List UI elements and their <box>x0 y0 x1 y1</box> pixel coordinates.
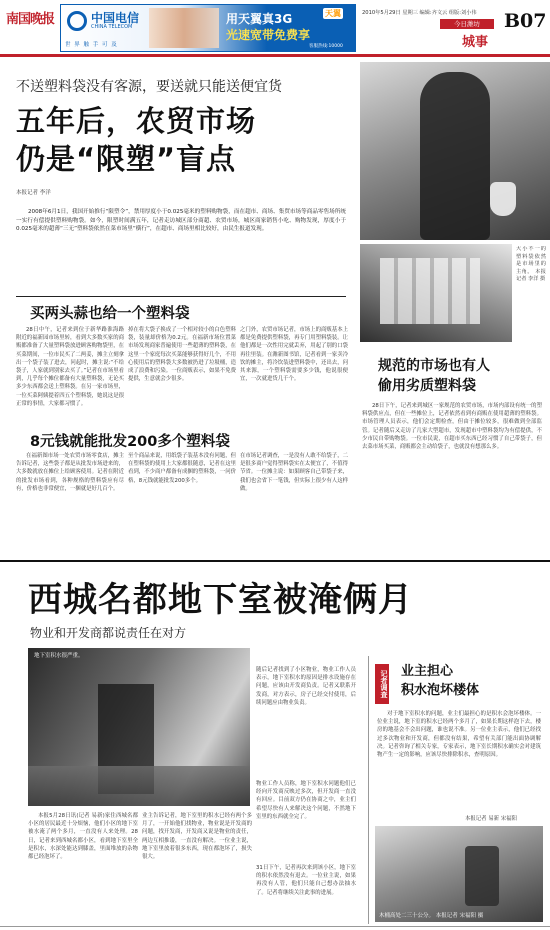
story2-col5: 31日下午，记者再次来到该小区，地下室的积水依然没有退去。一位业主说，如果再没有人管，他们只能自己想办法抽水了。记者将继续关注此事的进展。 <box>256 865 356 896</box>
market-photo-caption: 大小不一的塑料袋依然是市场里的主角。 本报记者 李洋 摄 <box>516 246 546 283</box>
story2-headline: 西城名都地下室被淹俩月 <box>28 580 413 620</box>
ad-slogan: 世 界 触 手 可 及 <box>65 42 118 48</box>
section2-title: 8元钱就能批发200多个塑料袋 <box>30 434 230 450</box>
divider-1 <box>16 296 346 297</box>
section2-col3: 在市场记者调查，一是没有人敢不给袋子，二是很多商户觉得塑料袋实在太便宜了，不值得节省。一位摊主说：如果顾客自己带袋子来，我们也会省下一笔钱，但实际上很少有人这样做。 <box>240 453 348 492</box>
ad-badge: 天翼 <box>325 9 341 18</box>
section1-title: 买两头蒜也给一个塑料袋 <box>30 306 190 322</box>
story1-headline-line1: 五年后，农贸市场 <box>16 104 257 138</box>
story2-col4: 物业工作人员称，地下室积水问题他们已经向开发商反映过多次，但开发商一直没有回应。目前双方仍在协商之中，业主们希望尽快有人来解决这个问题，不然地下室里的东西就全完了。 <box>256 781 356 820</box>
ad-headline: 用天翼真3G <box>226 12 293 26</box>
sidebar-title-line2: 积水泡坏楼体 <box>401 683 480 698</box>
story1-byline: 本报记者 李洋 <box>16 190 51 196</box>
telecom-ad[interactable] <box>60 4 356 52</box>
section1-col3: 之门外，农贸市场记者，市场上的商贩基本上都是免费提供塑料袋，再专门用塑料袋装。让他们都是一次性用完就丢弃，用起了别的口袋再往里装。在潍新图书馆，记者看到一家卖冷饮的摊主，将冷饮装进塑料袋中，还出去，问其来源，一个塑料袋需要多少钱，他说很便宜，一次就进货几千个。 <box>240 327 348 383</box>
page-number: B07 <box>504 10 547 32</box>
story1-kicker: 不送塑料袋没有客源，要送就只能送便宜货 <box>16 79 282 95</box>
sidebar-credit: 本报记者 易新 宋福阳 <box>465 816 517 822</box>
sidebar-title <box>401 662 479 700</box>
story-divider <box>0 560 550 562</box>
ad-phone: 客服热线:10000 <box>309 44 343 49</box>
person-silhouette <box>420 72 490 240</box>
sidebar-photo-caption: 木桶高处二三十公分。 本报记者 宋福阳 摄 <box>379 913 484 919</box>
plastic-bag-shape <box>490 182 516 216</box>
telecom-logo-icon <box>67 11 87 31</box>
sidebar-tag: 记者调查 <box>375 664 389 704</box>
section-name: 城事 <box>462 35 489 50</box>
section3-text: 28日下午，记者来到城区一家规范的农贸市场，市场内部设有统一的塑料袋供应点，但在一些摊位上，记者依然看到有商贩在使用超薄的塑料袋。市场管理人员表示，他们会定期检查，但由于摊位较多，很难做到全部监管。记者随后又走访了几家大型超市，发现超市中塑料袋均为有偿提供，不少市民自带购物袋。一位市民说，在超市买东西已经习惯了自己带袋子，但去菜市场买菜，商贩都会主动给袋子，也就没有想那么多。 <box>362 403 542 451</box>
story2-subhead: 物业和开发商都说责任在对方 <box>30 626 187 640</box>
sidebar-photo <box>375 826 543 922</box>
ad-brand-en: CHINA TELECOM <box>91 24 133 30</box>
sidebar-title-line1: 业主担心 <box>401 664 454 679</box>
barrel-shape <box>465 846 499 906</box>
sidebar <box>368 656 547 924</box>
section-tag: 今日潍坊 <box>440 19 494 29</box>
section2-col1: 在福新图市场一处农贸市场零食店，摊主告诉记者，这些袋子都是从批发市场进来的，大多数就放在摊位上给顾客使用。记者在附近的批发市场看到，各种规格的塑料袋应有尽有，价格也非常便宜，一捆就是好几百个。 <box>16 453 124 492</box>
story1-main-photo <box>360 62 550 240</box>
section3-title <box>378 356 490 396</box>
masthead-rule <box>0 54 550 57</box>
market-bags-photo <box>360 244 512 342</box>
story1-headline-line2: 仍是“限塑”盲点 <box>16 142 237 176</box>
section3-title-line1: 规范的市场也有人 <box>378 358 490 374</box>
section2-col2: 至个商品来说，用纸袋子装基本没有问题，但在塑料袋的使用上大家都很随意，记者在这里看到，不少商户都备有成捆的塑料袋，一问价格，8元钱就能批发200多个。 <box>128 453 236 484</box>
section1-col2: 掉在将大袋子换成了一个相对较小的白色塑料袋，装量却价格为0.2元。在福新市场位置菜市场发现商家普遍使用一些超薄的塑料袋，在这里一个家庭每次买菜能够获得好几个，不用心使用后的塑料袋大多数被扔进了垃圾桶，造成了浪费和污染。一位商贩表示，如果不免费提供，生意就会少很多。 <box>128 327 236 383</box>
story2-col1: 本报5月28日讯(记者 易新)家住西城名都小区的居民最近十分烦恼，他们小区的地下室被水淹了两个多月，一直没有人来处理。28日，记者来到西城名都小区，看到地下室里全是积水，水深处能达到膝盖，里面堆放的杂物都已经泡坏了。 <box>28 813 138 861</box>
sidebar-text: 对于地下室积水的问题，业主们最担心的是积水会泡坏楼体。一位业主说，地下室的积水已经两个多月了，如果长期这样泡下去，楼房的地基会不会出问题，谁也说不准。另一位业主表示，他们已经找过多次物业和开发商，但都没有结果，希望有关部门能出面协调解决。记者咨询了相关专家，专家表示，地下室长期积水确实会对建筑物产生一定的影响，应该尽快排除积水，查明原因。 <box>377 711 541 759</box>
section3-title-line2: 偷用劣质塑料袋 <box>378 378 476 394</box>
issue-info: 2010年5月29日 星期三 编辑:齐文云 组版:刘小伟 <box>362 10 477 16</box>
story1-headline <box>16 102 256 178</box>
story1-lead: 2008年6月1日，我国开始推行“限塑令”，禁用厚度小于0.025毫米的塑料购物袋，而在超市、商场、集贸市场等商品零售场所统一实行有偿提供塑料购物袋。如今，限塑时间满五年，记者走访城区部分商超、农贸市场，城区商家销售小吃、购物发现，厚度小于0.025毫米的超薄“三无”塑料袋依然在菜市场里“横行”，在超市、商场里相比较好，由民生报道发现。 <box>16 209 346 233</box>
paper-name: 南国晚报 <box>6 12 55 27</box>
bag-rack-shape <box>380 258 480 324</box>
masthead <box>0 0 550 58</box>
ad-brand-cn: 中国电信 <box>91 11 140 25</box>
section1-col1: 28日中午，记者来到位于新华路淮海路附近的福新园市场里转，看到大多数买家的商贩都准备了大量塑料袋放进顾客购物袋里，在买菜期间，一位市民买了二两姜，摊主立刻拿出一个袋子装了进去，问起时，摊主说:“不给袋子，人家就到别家去买了。”记者在市场里看到，几乎每个摊位都备有大量塑料袋，无论买多少东西都会送上塑料袋。在另一家市场里，一位买菜阿姨提着四五个塑料袋，她说这是很正常的事情，大家都习惯了。 <box>16 327 124 407</box>
basement-photo-caption: 地下室积水很严重。 <box>34 653 84 659</box>
ad-people-photo <box>149 8 219 48</box>
ad-subline: 光速宽带免费享 <box>226 28 311 42</box>
basement-photo <box>28 648 250 806</box>
page-bottom-rule <box>0 926 550 927</box>
water-shape <box>28 766 250 806</box>
story2-col2: 业主告诉记者，地下室里的积水已经有两个多月了，一开始他们找物业，物业说是开发商的问题，找开发商，开发商又说是物业的责任，两边互相推诿，一直没有解决。一位业主说，地下室里放着很多东西，现在都泡坏了，损失很大。 <box>142 813 252 861</box>
story2-col3: 随后记者找到了小区物业，物业工作人员表示，地下室积水的原因是排水设施存在问题，应该由开发商负责。记者又联系开发商，对方表示，房子已经交付使用，后续问题应由物业负责。 <box>256 667 356 706</box>
